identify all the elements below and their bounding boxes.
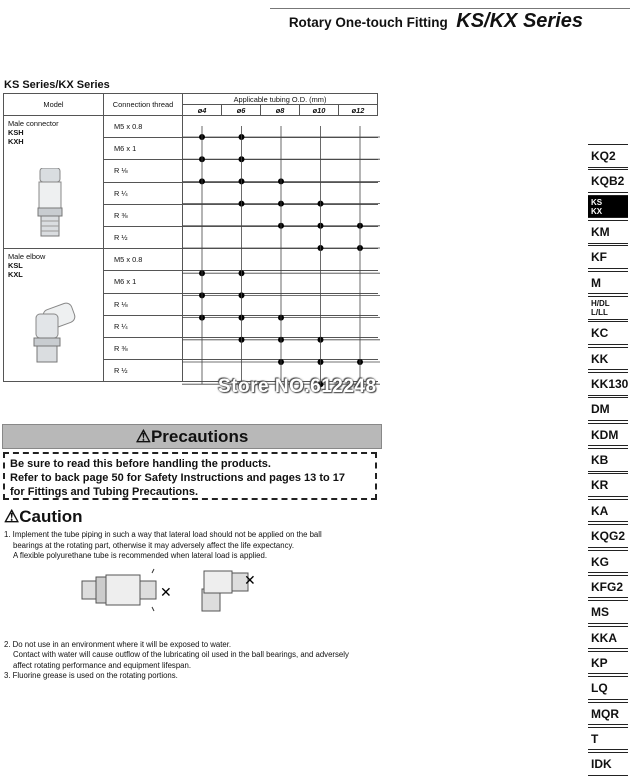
sidebar-tab[interactable]: MS bbox=[588, 600, 628, 624]
sidebar-tab-label: KS bbox=[591, 197, 603, 207]
thread-cell: R ½ bbox=[104, 360, 183, 382]
sidebar-tab[interactable]: KFG2 bbox=[588, 575, 628, 599]
caution-line: 3. Fluorine grease is used on the rotating portions. bbox=[4, 671, 178, 680]
header-series: KS/KX Series bbox=[456, 10, 583, 32]
thread-cell: M6 x 1 bbox=[104, 138, 183, 160]
thread-cell: R ⅛ bbox=[104, 293, 183, 315]
thread-cell: R ¼ bbox=[104, 182, 183, 204]
header-subtitle: Rotary One-touch Fitting bbox=[288, 15, 448, 30]
precautions-bar bbox=[2, 424, 382, 449]
thread-cell: R ⅜ bbox=[104, 204, 183, 226]
male-elbow-image bbox=[22, 298, 82, 368]
model-name: Male connector bbox=[8, 119, 59, 128]
sidebar-tab[interactable] bbox=[588, 296, 628, 320]
dia-header: ø4 bbox=[183, 105, 222, 116]
thread-cell: R ⅛ bbox=[104, 160, 183, 182]
thread-cell: R ¼ bbox=[104, 315, 183, 337]
precautions-title: Precautions bbox=[150, 427, 249, 446]
model-code: KSH bbox=[8, 128, 24, 137]
sidebar-tab[interactable]: KA bbox=[588, 499, 628, 523]
thread-cell: R ⅜ bbox=[104, 337, 183, 359]
caution-line: 2. Do not use in an environment where it will be exposed to water. bbox=[4, 639, 232, 649]
sidebar-tab-label: L/LL bbox=[591, 308, 608, 318]
sidebar-tab[interactable]: M bbox=[588, 271, 628, 295]
col-model: Model bbox=[4, 94, 104, 116]
sidebar-tab[interactable]: KG bbox=[588, 550, 628, 574]
model-name: Male elbow bbox=[8, 252, 46, 262]
warning-icon: ⚠ bbox=[4, 507, 20, 526]
sidebar-tab[interactable]: T bbox=[588, 727, 628, 751]
thread-cell: M6 x 1 bbox=[104, 271, 183, 293]
sidebar-tab[interactable]: IDK bbox=[588, 752, 628, 776]
sidebar-tab[interactable]: KB bbox=[588, 448, 628, 472]
sidebar-tab-label: KX bbox=[591, 206, 603, 216]
caution-title bbox=[4, 507, 83, 527]
model-code: KXH bbox=[8, 137, 24, 146]
page-header bbox=[289, 10, 583, 33]
thread-cell: R ½ bbox=[104, 226, 183, 248]
caution-label: Caution bbox=[19, 507, 83, 526]
svg-text:✕: ✕ bbox=[244, 573, 256, 589]
sidebar-tab[interactable]: KP bbox=[588, 651, 628, 675]
sidebar-tab[interactable]: KKA bbox=[588, 626, 628, 650]
col-tubing: Applicable tubing O.D. (mm) bbox=[183, 94, 378, 105]
dia-header: ø10 bbox=[300, 105, 339, 116]
notice-box bbox=[3, 452, 377, 500]
caution-line: affect rotating performance and equipment lifespan. bbox=[13, 660, 191, 670]
sidebar-tab[interactable]: KF bbox=[588, 245, 628, 269]
model-code: KXL bbox=[8, 270, 23, 280]
sidebar-tab[interactable]: KQB2 bbox=[588, 169, 628, 193]
caution-line: A flexible polyurethane tube is recommended when lateral load is applied. bbox=[13, 551, 267, 560]
warning-icon: ⚠ bbox=[135, 427, 151, 446]
sidebar-tab[interactable]: LQ bbox=[588, 676, 628, 700]
watermark: Store NO.612248 bbox=[218, 376, 377, 397]
sidebar-tab[interactable]: DM bbox=[588, 397, 628, 421]
col-thread: Connection thread bbox=[104, 94, 183, 116]
sidebar-tab[interactable] bbox=[588, 195, 628, 219]
dia-header: ø12 bbox=[339, 105, 378, 116]
sidebar-tab[interactable]: KK bbox=[588, 347, 628, 371]
sidebar-tab[interactable]: KQ2 bbox=[588, 144, 628, 168]
notice-line: Refer to back page 50 for Safety Instructions and pages 13 to 17 bbox=[10, 472, 345, 484]
thread-cell: M5 x 0.8 bbox=[104, 249, 183, 271]
svg-text:✕: ✕ bbox=[160, 585, 172, 601]
sidebar-tab[interactable]: KM bbox=[588, 220, 628, 244]
dot-grid bbox=[182, 126, 382, 396]
caution-line: bearings at the rotating part, otherwise it may adversely affect the life expectancy. bbox=[13, 540, 294, 550]
sidebar bbox=[588, 144, 628, 778]
sidebar-tab[interactable]: KK130 bbox=[588, 372, 628, 396]
series-title: KS Series/KX Series bbox=[4, 79, 110, 91]
sidebar-tab[interactable]: KQG2 bbox=[588, 524, 628, 548]
sidebar-tab[interactable]: MQR bbox=[588, 702, 628, 726]
thread-cell: M5 x 0.8 bbox=[104, 116, 183, 138]
notice-line: Be sure to read this before handling the products. bbox=[10, 458, 271, 470]
dia-header: ø6 bbox=[222, 105, 261, 116]
male-connector-image bbox=[30, 168, 70, 243]
sidebar-tab-label: H/DL bbox=[591, 299, 610, 309]
header-rule bbox=[270, 8, 630, 9]
caution-line: Contact with water will cause outflow of the lubricating oil used in the ball bearings, and adversely bbox=[13, 650, 349, 659]
sidebar-tab[interactable]: KDM bbox=[588, 423, 628, 447]
sidebar-tab[interactable]: KC bbox=[588, 321, 628, 345]
dia-header: ø8 bbox=[261, 105, 300, 116]
model-code: KSL bbox=[8, 261, 23, 271]
lateral-load-illustration bbox=[80, 565, 270, 615]
sidebar-tab[interactable]: KR bbox=[588, 473, 628, 497]
caution-line: 1. Implement the tube piping in such a way that lateral load should not be applied on the ball bbox=[4, 530, 322, 539]
notice-line: for Fittings and Tubing Precautions. bbox=[10, 486, 199, 498]
